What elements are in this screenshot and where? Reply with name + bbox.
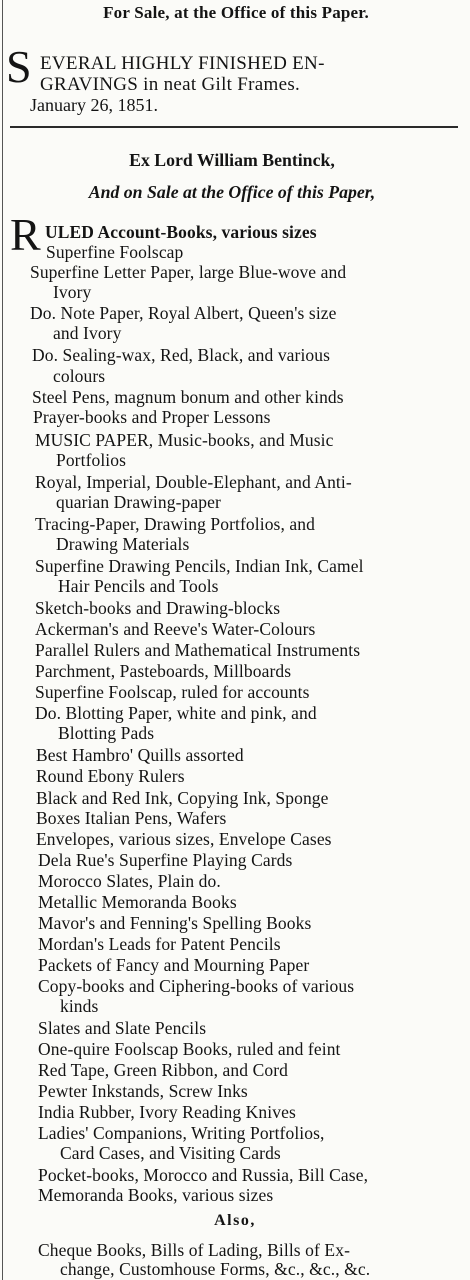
list-line: Ladies' Companions, Writing Portfolios,	[38, 1123, 325, 1143]
list-line: Round Ebony Rulers	[36, 766, 185, 786]
list-line: Superfine Foolscap, ruled for accounts	[35, 682, 310, 702]
list-line: One-quire Foolscap Books, ruled and feint	[38, 1039, 341, 1059]
list-line: Metallic Memoranda Books	[38, 892, 237, 912]
list-line: Portfolios	[56, 450, 127, 470]
ad1-date: January 26, 1851.	[30, 95, 158, 115]
ad2-drop-cap: R	[10, 209, 41, 260]
list-line: and Ivory	[53, 323, 122, 343]
list-line: Red Tape, Green Ribbon, and Cord	[38, 1060, 289, 1080]
list-line: Hair Pencils and Tools	[58, 576, 219, 596]
list-line: Ackerman's and Reeve's Water-Colours	[35, 619, 316, 639]
list-line: Mordan's Leads for Patent Pencils	[38, 934, 281, 954]
list-line: Tracing-Paper, Drawing Portfolios, and	[35, 514, 315, 534]
list-line: Steel Pens, magnum bonum and other kinds	[32, 387, 344, 407]
list-line: Morocco Slates, Plain do.	[38, 871, 221, 891]
list-line: Do. Blotting Paper, white and pink, and	[35, 703, 317, 723]
list-line: kinds	[60, 996, 99, 1016]
list-line: Memoranda Books, various sizes	[38, 1185, 274, 1205]
list-line: Prayer-books and Proper Lessons	[33, 407, 271, 427]
list-line: Sketch-books and Drawing-blocks	[35, 598, 281, 618]
ad1-text-line-1: EVERAL HIGHLY FINISHED EN-	[40, 53, 325, 74]
list-line: Royal, Imperial, Double-Elephant, and Anti-	[35, 472, 352, 492]
ad2-sale-heading: And on Sale at the Office of this Paper,	[88, 182, 376, 202]
ad-separator-rule	[10, 126, 458, 128]
list-line: Envelopes, various sizes, Envelope Cases	[36, 829, 332, 849]
list-line: Superfine Foolscap	[46, 242, 184, 262]
list-line: Do. Note Paper, Royal Albert, Queen's size	[30, 303, 337, 323]
list-line: MUSIC PAPER, Music-books, and Music	[35, 430, 334, 450]
list-line: Drawing Materials	[56, 534, 190, 554]
list-line: Mavor's and Fenning's Spelling Books	[38, 913, 312, 933]
list-line: Blotting Pads	[58, 723, 155, 743]
list-line: Parallel Rulers and Mathematical Instruments	[35, 640, 361, 660]
list-line: Do. Sealing-wax, Red, Black, and various	[32, 345, 331, 365]
list-line: Pocket-books, Morocco and Russia, Bill Case,	[38, 1165, 369, 1185]
list-line: Card Cases, and Visiting Cards	[60, 1143, 281, 1163]
ad1-heading: For Sale, at the Office of this Paper.	[103, 3, 369, 22]
also-line: Cheque Books, Bills of Lading, Bills of Ex-	[38, 1240, 350, 1260]
list-line: Packets of Fancy and Mourning Paper	[38, 955, 310, 975]
list-line: Slates and Slate Pencils	[38, 1018, 207, 1038]
also-heading: Also,	[214, 1212, 256, 1229]
list-line: colours	[53, 366, 106, 386]
list-line: quarian Drawing-paper	[56, 492, 221, 512]
ad1-text-line-2: GRAVINGS in neat Gilt Frames.	[40, 74, 301, 95]
list-line: Pewter Inkstands, Screw Inks	[38, 1081, 248, 1101]
list-line: Black and Red Ink, Copying Ink, Sponge	[36, 788, 329, 808]
list-line: Best Hambro' Quills assorted	[36, 745, 244, 765]
list-line: Parchment, Pasteboards, Millboards	[35, 661, 292, 681]
list-line: Boxes Italian Pens, Wafers	[36, 808, 227, 828]
list-line: Copy-books and Ciphering-books of various	[38, 976, 355, 996]
list-line: Dela Rue's Superfine Playing Cards	[38, 850, 293, 870]
list-line: Ivory	[53, 282, 92, 302]
also-line: change, Customhouse Forms, &c., &c., &c.	[60, 1259, 371, 1279]
list-line: India Rubber, Ivory Reading Knives	[38, 1102, 296, 1122]
list-line: ULED Account-Books, various sizes	[45, 222, 317, 242]
list-line: Superfine Drawing Pencils, Indian Ink, Camel	[35, 556, 364, 576]
ad1-drop-cap: S	[6, 41, 32, 92]
list-line: Superfine Letter Paper, large Blue-wove and	[30, 262, 347, 282]
ad2-ship-heading: Ex Lord William Bentinck,	[129, 150, 335, 170]
